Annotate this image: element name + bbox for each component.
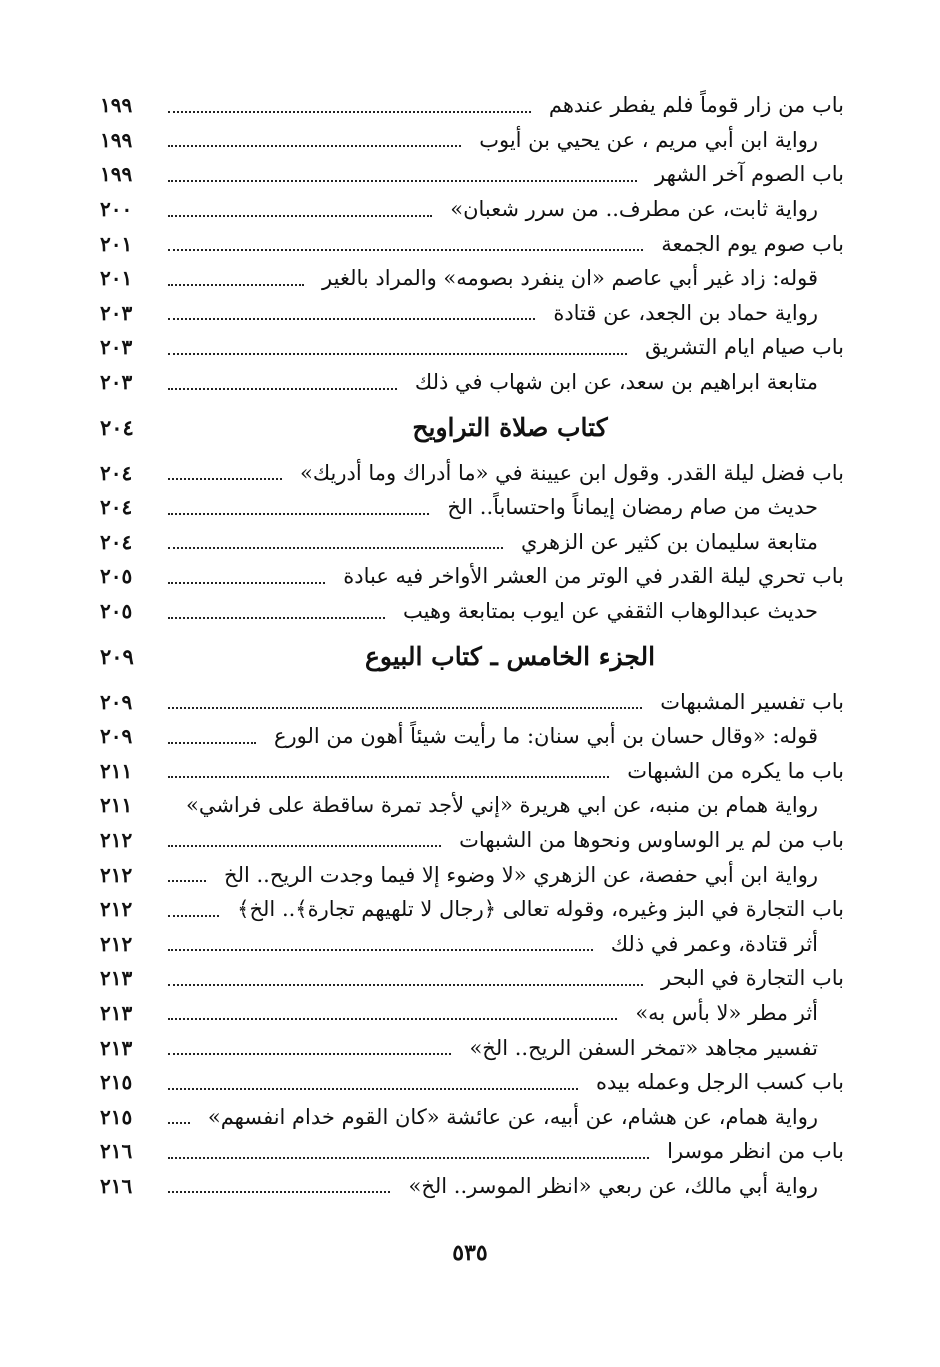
toc-subentry (96, 296, 844, 331)
entry-title: قوله: «وقال حسان بن أبي سنان: ما رأيت شيئاً أهون من الورع (273, 724, 818, 749)
toc-subentry (96, 926, 844, 961)
entry-page-number: ١٩٩ (100, 93, 133, 118)
entry-page-number: ٢٠٣ (100, 335, 133, 360)
entry-page-number: ٢٠٤ (100, 529, 133, 554)
toc-subentry (96, 525, 844, 560)
entry-title: باب فضل ليلة القدر. وقول ابن عيينة في «ما أدراك وما أدريك» (299, 460, 844, 485)
dot-leader (168, 983, 643, 986)
dot-leader (168, 214, 432, 217)
toc-subentry (96, 719, 844, 754)
dot-leader (168, 512, 429, 515)
entry-title: الجزء الخامس ـ كتاب البيوع (364, 641, 656, 671)
entry-title: رواية ثابت، عن مطرف.. من سرر شعبان» (450, 197, 818, 222)
entry-page-number: ٢٠٤ (100, 414, 134, 440)
section-heading (96, 399, 844, 455)
entry-title: متابعة ابراهيم بن سعد، عن ابن شهاب في ذلك (414, 370, 818, 395)
entry-page-number: ٢١٥ (100, 1070, 133, 1095)
entry-page-number: ٢١٢ (100, 897, 133, 922)
toc-entry (96, 823, 844, 858)
entry-page-number: ٢٠٩ (100, 689, 133, 714)
entry-page-number: ٢١٢ (100, 931, 133, 956)
entry-page-number: ٢٠٤ (100, 495, 133, 520)
entry-title: باب كسب الرجل وعمله بيده (595, 1070, 844, 1095)
dot-leader (168, 741, 256, 744)
entry-title: باب تحري ليلة القدر في الوتر من العشر الأواخر فيه عبادة (343, 564, 844, 589)
entry-page-number: ١٩٩ (100, 127, 133, 152)
dot-leader (168, 1087, 578, 1090)
toc-entry (96, 455, 844, 490)
entry-page-number: ٢١٢ (100, 862, 133, 887)
toc-subentry (96, 1169, 844, 1204)
entry-title: تفسير مجاهد «تمخر السفن الريح.. الخ» (469, 1035, 818, 1060)
dot-leader (168, 546, 503, 549)
dot-leader (168, 248, 643, 251)
toc-entry (96, 961, 844, 996)
dot-leader (168, 144, 461, 147)
dot-leader (168, 914, 219, 917)
entry-title: رواية ابن أبي حفصة، عن الزهري «لا وضوء إلا فيما وجدت الريح.. الخ (224, 862, 818, 887)
entry-page-number: ٢٠٣ (100, 300, 133, 325)
toc-entry (96, 754, 844, 789)
dot-leader (168, 179, 637, 182)
entry-page-number: ٢١١ (100, 758, 133, 783)
entry-page-number: ٢١٣ (100, 966, 133, 991)
entry-title: أثر قتادة، وعمر في ذلك (610, 931, 818, 956)
dot-leader (168, 775, 609, 778)
dot-leader (168, 110, 531, 113)
toc-entry (96, 88, 844, 123)
entry-page-number: ٢٠٥ (100, 564, 133, 589)
entry-title: باب تفسير المشبهات (660, 689, 844, 714)
entry-page-number: ٢١٣ (100, 1035, 133, 1060)
entry-title: باب من زار قوماً فلم يفطر عندهم (548, 93, 844, 118)
entry-page-number: ٢١٦ (100, 1139, 133, 1164)
entry-title: باب من انظر موسرا (667, 1139, 844, 1164)
dot-leader (168, 283, 304, 286)
section-heading (96, 628, 844, 684)
entry-page-number: ٢٠٠ (100, 197, 133, 222)
entry-title: متابعة سليمان بن كثير عن الزهري (521, 529, 818, 554)
dot-leader (168, 352, 627, 355)
dot-leader (168, 616, 385, 619)
entry-page-number: ٢٠٩ (100, 724, 133, 749)
dot-leader (168, 879, 206, 882)
entry-page-number: ٢٠١ (100, 231, 133, 256)
entry-page-number: ٢٠٣ (100, 370, 133, 395)
entry-page-number: ٢٠٩ (100, 643, 134, 669)
toc-subentry (96, 996, 844, 1031)
entry-page-number: ١٩٩ (100, 162, 133, 187)
entry-title: باب صيام ايام التشريق (645, 335, 844, 360)
dot-leader (168, 1190, 390, 1193)
entry-title: قوله: زاد غير أبي عاصم «ان ينفرد بصومه» والمراد بالغير (322, 266, 818, 291)
toc-subentry (96, 490, 844, 525)
entry-title: كتاب صلاة التراويح (412, 412, 608, 442)
toc-entry (96, 1134, 844, 1169)
entry-title: باب التجارة في البحر (661, 966, 844, 991)
entry-page-number: ٢٠٥ (100, 599, 133, 624)
toc-entry (96, 330, 844, 365)
dot-leader (168, 1156, 649, 1159)
toc-subentry (96, 123, 844, 158)
table-of-contents (96, 88, 844, 1203)
toc-entry (96, 157, 844, 192)
entry-title: رواية همام، عن هشام، عن أبيه، عن عائشة «كان القوم خدام انفسهم» (207, 1104, 818, 1129)
entry-page-number: ٢٠٤ (100, 460, 133, 485)
entry-page-number: ٢١١ (100, 793, 133, 818)
entry-page-number: ٢١٦ (100, 1173, 133, 1198)
toc-subentry (96, 1030, 844, 1065)
entry-title: رواية حماد بن الجعد، عن قتادة (553, 300, 818, 325)
toc-subentry (96, 594, 844, 629)
toc-subentry (96, 261, 844, 296)
dot-leader (168, 1052, 451, 1055)
entry-title: حديث عبدالوهاب الثقفي عن ايوب بمتابعة وهيب (403, 599, 818, 624)
dot-leader (168, 844, 441, 847)
entry-title: رواية همام بن منبه، عن ابي هريرة «إني لأجد تمرة ساقطة على فراشي» (185, 793, 818, 818)
toc-subentry (96, 788, 844, 823)
dot-leader (168, 1121, 190, 1124)
entry-page-number: ٢١٥ (100, 1104, 133, 1129)
toc-entry (96, 684, 844, 719)
page-number: ٥٣٥ (452, 1240, 488, 1266)
dot-leader (168, 477, 282, 480)
dot-leader (168, 1017, 617, 1020)
toc-entry (96, 226, 844, 261)
toc-subentry (96, 857, 844, 892)
entry-title: باب من لم ير الوساوس ونحوها من الشبهات (459, 827, 844, 852)
entry-title: حديث من صام رمضان إيماناً واحتساباً.. الخ (447, 495, 818, 520)
dot-leader (168, 706, 642, 709)
toc-subentry (96, 365, 844, 400)
toc-entry (96, 1065, 844, 1100)
entry-page-number: ٢٠١ (100, 266, 133, 291)
entry-title: باب الصوم آخر الشهر (655, 162, 844, 187)
entry-title: باب التجارة في البز وغيره، وقوله تعالى ﴿رجال لا تلهيهم تجارة﴾.. الخ﴾ (237, 897, 844, 922)
dot-leader (168, 317, 535, 320)
entry-title: باب ما يكره من الشبهات (627, 758, 844, 783)
entry-title: رواية أبي مالك، عن ربعي «انظر الموسر.. الخ» (408, 1173, 818, 1198)
entry-page-number: ٢١٣ (100, 1000, 133, 1025)
toc-subentry (96, 1099, 844, 1134)
toc-entry (96, 559, 844, 594)
entry-title: رواية ابن أبي مريم ، عن يحيي بن أيوب (479, 127, 818, 152)
toc-entry (96, 892, 844, 927)
dot-leader (168, 387, 397, 390)
dot-leader (168, 948, 593, 951)
toc-subentry (96, 192, 844, 227)
entry-page-number: ٢١٢ (100, 827, 133, 852)
entry-title: باب صوم يوم الجمعة (661, 231, 844, 256)
dot-leader (168, 581, 325, 584)
entry-title: أثر مطر «لا بأس به» (635, 1000, 818, 1025)
